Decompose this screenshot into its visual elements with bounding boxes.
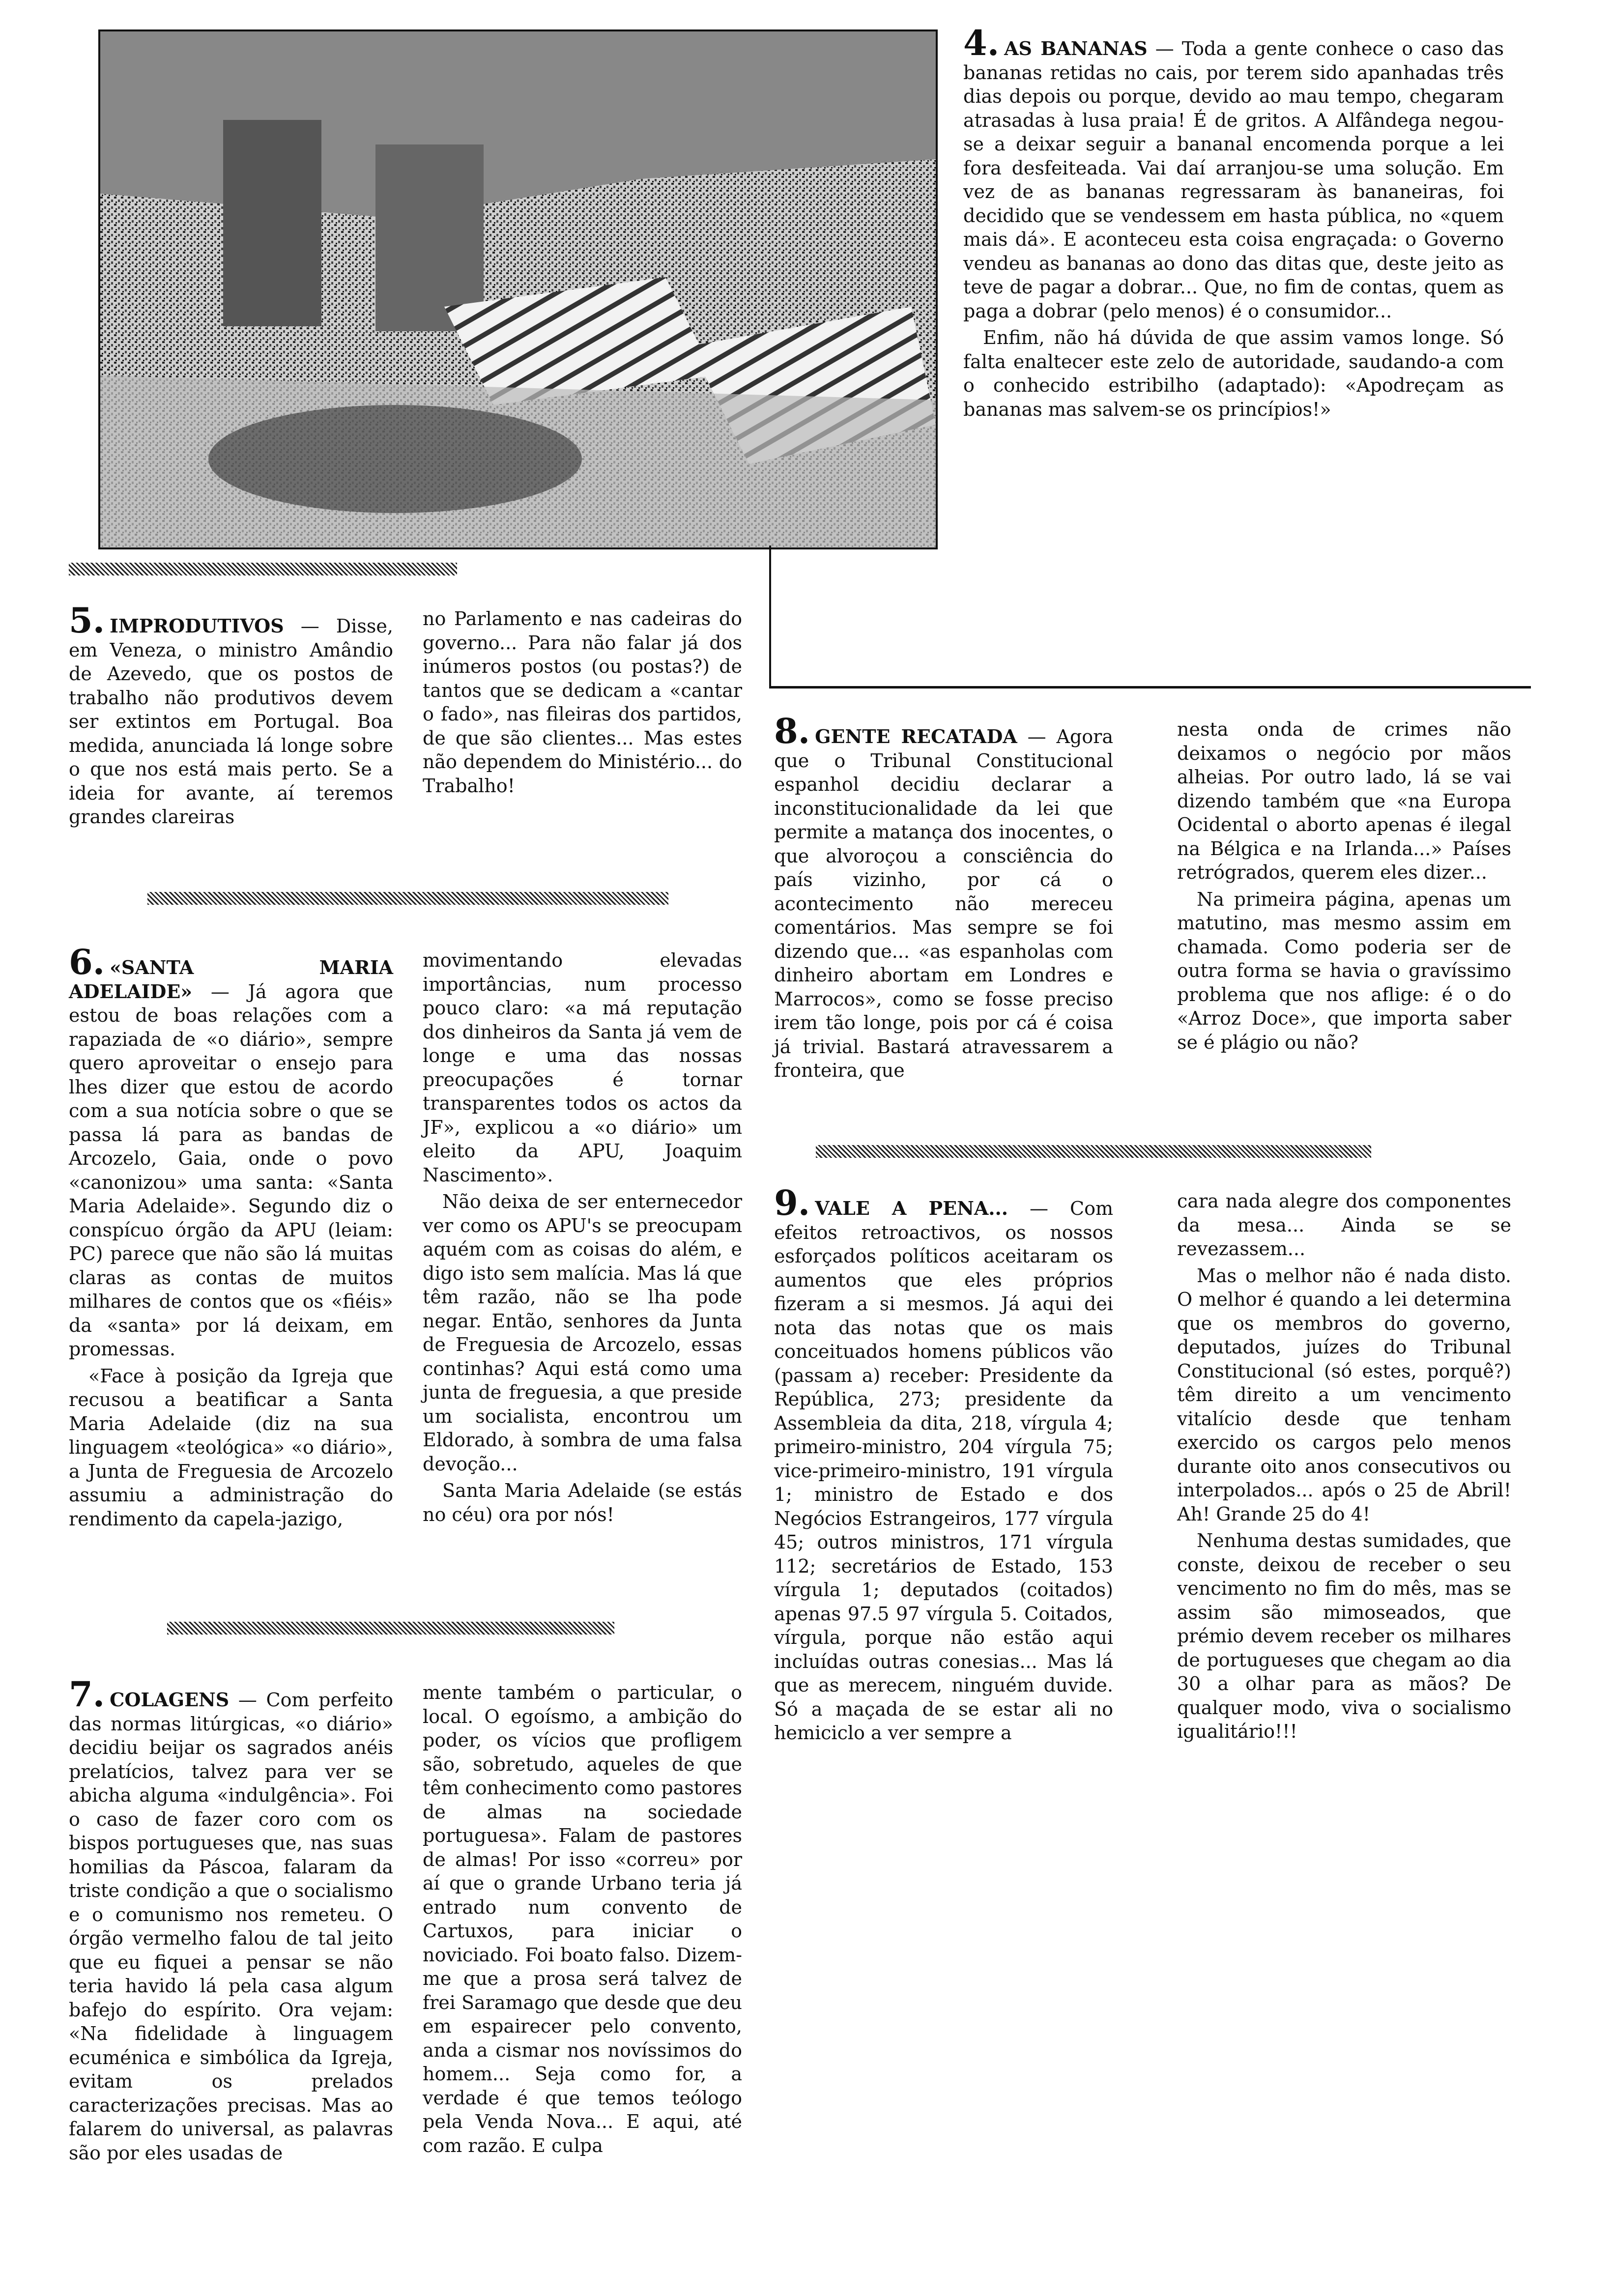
column-rule — [769, 545, 771, 688]
article-heading: COLAGENS — [110, 1689, 230, 1711]
article-4 — [963, 23, 1504, 421]
article-number: 5. — [69, 600, 105, 641]
article-paragraph: Toda a gente conhece o caso das bananas retidas no cais, por terem sido apanhadas três dias depois ou porque, devido ao mau tempo, chegaram atrasadas à lusa praia! É de gritos. A Alfândega negou-se a deixar seguir a bananal encomenda porque a lei fora desfeiteada. Vai daí arranjou-se uma solução. Em vez de as bananas regressaram às bananeiras, foi decidido que se vendessem em hasta pública, no «quem mais dá». E aconteceu esta coisa engraçada: o Governo vendeu as bananas ao dono das ditas que, deste jeito as teve de pagar a dobrar... Que, no fim de contas, quem as paga a dobrar (pelo menos) é o consumidor... — [963, 38, 1504, 322]
article-5 — [69, 600, 742, 829]
heading-dash: — — [192, 980, 248, 1003]
article-text: Disse, em Veneza, o ministro Amândio de Azevedo, que os postos de trabalho não produtivos devem ser extintos em Portugal. Boa medida, anunciada lá longe sobre o que nos está mais perto. Se a ideia for avante, aí teremos grandes clareiras — [69, 615, 393, 828]
article-paragraph: Nenhuma destas sumidades, que conste, deixou de receber o seu vencimento no fim do mês, mas se assim são mimoseados, que prémio devem receber os milhares de portugueses que chegam ao dia 30 a olhar para as mãos? De qualquer modo, viva o socialismo igualitário!!! — [1177, 1530, 1511, 1742]
article-heading: AS BANANAS — [1004, 37, 1148, 59]
article-9 — [774, 1182, 1511, 1745]
heading-dash: — — [1008, 1198, 1070, 1219]
article-number: 9. — [774, 1182, 810, 1223]
heading-dash: — — [284, 615, 336, 637]
article-paragraph: movimentando elevadas importâncias, num processo pouco claro: «a má reputação dos dinheiros da Santa já vem de longe e uma das nossas preocupações é tornar transparentes todos os actos da JF», explicou a «o diário» um eleito da APU, Joaquim Nascimento». — [423, 949, 742, 1186]
heading-dash: — — [1017, 726, 1057, 747]
hatched-divider — [147, 892, 668, 905]
article-heading: GENTE RECATADA — [815, 725, 1017, 747]
article-paragraph: Na primeira página, apenas um matutino, mas mesmo assim em chamada. Como poderia ser de outra forma se havia o gravíssimo problema que nos aflige: é o do «Arroz Doce», que importa saber se é plágio ou não? — [1177, 888, 1511, 1053]
article-8 — [774, 711, 1511, 1083]
article-number: 8. — [774, 711, 810, 751]
photo-graphic — [100, 31, 936, 547]
article-paragraph: nesta onda de crimes não deixamos o negócio por mãos alheias. Por outro lado, lá se vai dizendo também que «na Europa Ocidental o aborto apenas é ilegal na Bélgica e na Irlanda...» Países retrógrados, querem eles dizer... — [1177, 718, 1511, 883]
article-7 — [69, 1674, 742, 2165]
article-paragraph: «Face à posição da Igreja que recusou a beatificar a Santa Maria Adelaide (diz na sua linguagem «teológica» «o diário», a Junta de Freguesia de Arcozelo assumiu a administração do rendimento da capela-jazigo, — [69, 1365, 393, 1530]
hatched-divider — [69, 563, 457, 575]
article-paragraph: Santa Maria Adelaide (se estás no céu) ora por nós! — [423, 1480, 742, 1525]
article-heading: «SANTA MARIA ADELAIDE» — [69, 956, 393, 1003]
article-6 — [69, 942, 742, 1531]
article-paragraph: Enfim, não há dúvida de que assim vamos longe. Só falta enaltecer este zelo de autoridade, saudando-a com o conhecido estribilho (adaptado): «Apodreçam as bananas mas salvem-se os princípios!» — [963, 327, 1504, 420]
article-paragraph: Mas o melhor não é nada disto. O melhor é quando a lei determina que os membros do governo, deputados, juízes do Tribunal Constitucional (só estes, porquê?) têm direito a um vencimento vitalício desde que tenham exercido os cargos pelo menos durante oito anos consecutivos ou interpolados... após o 25 de Abril! Ah! Grande 25 do 4! — [1177, 1264, 1511, 1525]
photo-bananas-at-dock — [98, 29, 938, 549]
article-text: no Parlamento e nas cadeiras do governo... Para não falar já dos inúmeros postos (ou postas?) de tantos que se dedicam a «cantar o fado», nas fileiras dos partidos, de que são clientes... Mas estes não dependem do Ministério... do Trabalho! — [423, 608, 742, 797]
article-paragraph: Já agora que estou de boas relações com a rapaziada de «o diário», sempre quero aproveitar o ensejo para lhes dizer que estou de acordo com a sua notícia sobre o que se passa lá para as bandas de Arcozelo, Gaia, onde o povo «canonizou» uma santa: «Santa Maria Adelaide». Segundo diz o conspícuo órgão da APU (leiam: PC) parece que não são lá muitas claras as contas de muitos milhares de contos que os «fiéis» da «santa» por lá deixam, em promessas. — [69, 980, 393, 1360]
section-rule — [769, 686, 1531, 689]
heading-dash: — — [229, 1689, 266, 1711]
article-paragraph: cara nada alegre dos componentes da mesa... Ainda se se revezassem... — [1177, 1190, 1511, 1260]
article-number: 6. — [69, 942, 105, 982]
article-text: Com efeitos retroactivos, os nossos esforçados políticos aceitaram os aumentos que eles próprios fizeram a si mesmos. Já aqui dei nota das notas que os mais conceituados homens públicos vão (passam a) receber: Presidente da República, 273; presidente da Assembleia da dita, 218, vírgula 4; primeiro-ministro, 204 vírgula 75; vice-primeiro-ministro, 191 vírgula 1; ministro de Estado e dos Negócios Estrangeiros, 177 vírgula 45; outros ministros, 171 vírgula 112; secretários de Estado, 153 vírgula 1; deputados (coitados) apenas 97.5 97 vírgula 5. Coitados, vírgula, porque não estão aqui incluídas outras conesias... Mas lá que as merecem, ninguém duvide. Só a maçada de se estar ali no hemiciclo a ver sempre a — [774, 1198, 1113, 1744]
article-heading: IMPRODUTIVOS — [110, 615, 284, 637]
hatched-divider — [167, 1622, 614, 1635]
article-text: Agora que o Tribunal Constitucional espanhol decidiu declarar a inconstitucionalidade da lei que permite a matança dos inocentes, o que alvoroçou a consciência do país vizinho, por cá o acontecimento não mereceu comentários. Mas sempre se foi dizendo que... «as espanholas com dinheiro abortam em Londres e Marrocos», como se fosse preciso irem tão longe, pois por cá é coisa já trivial. Bastará atravessarem a fronteira, que — [774, 726, 1113, 1081]
article-text: Com perfeito das normas litúrgicas, «o diário» decidiu beijar os sagrados anéis prelatícios, talvez para ver se abicha alguma «indulgência». Foi o caso de fazer coro com os bispos portugueses que, nas suas homilias da Páscoa, falaram da triste condição a que o socialismo e o comunismo nos remeteu. O órgão vermelho falou de tal jeito que eu fiquei a pensar se não teria havido lá pela casa algum bafejo do espírito. Ora vejam: «Na fidelidade à linguagem ecuménica e simbólica da Igreja, evitam os prelados caracterizações precisas. Mas ao falarem do universal, as palavras são por eles usadas de — [69, 1689, 393, 2164]
article-paragraph: Não deixa de ser enternecedor ver como os APU's se preocupam aquém com as coisas do além, e digo isto sem malícia. Mas lá que têm razão, não se lha pode negar. Então, senhores da Junta de Freguesia de Arcozelo, essas continhas? Aqui está como uma junta de freguesia, a que preside um socialista, encontrou um Eldorado, à sombra de uma falsa devoção... — [423, 1191, 742, 1475]
article-number: 7. — [69, 1674, 105, 1715]
article-number: 4. — [963, 23, 1000, 63]
heading-dash: — — [1147, 38, 1182, 59]
article-heading: VALE A PENA... — [815, 1197, 1008, 1219]
article-text: mente também o particular, o local. O egoísmo, a ambição do poder, os vícios que profligem são, sobretudo, aqueles de que têm conhecimento como pastores de almas na sociedade portuguesa». Falam de pastores de almas! Por isso «correu» por aí que o grande Urbano teria já entrado num convento de Cartuxos, para iniciar o noviciado. Foi boato falso. Dizem-me que a prosa será talvez de frei Saramago que desde que deu em espairecer pelo convento, anda a cismar nos novíssimos do homem... Seja como for, a verdade é que temos teólogo pela Venda Nova... E aqui, até com razão. E culpa — [423, 1682, 742, 2156]
hatched-divider — [816, 1145, 1371, 1158]
